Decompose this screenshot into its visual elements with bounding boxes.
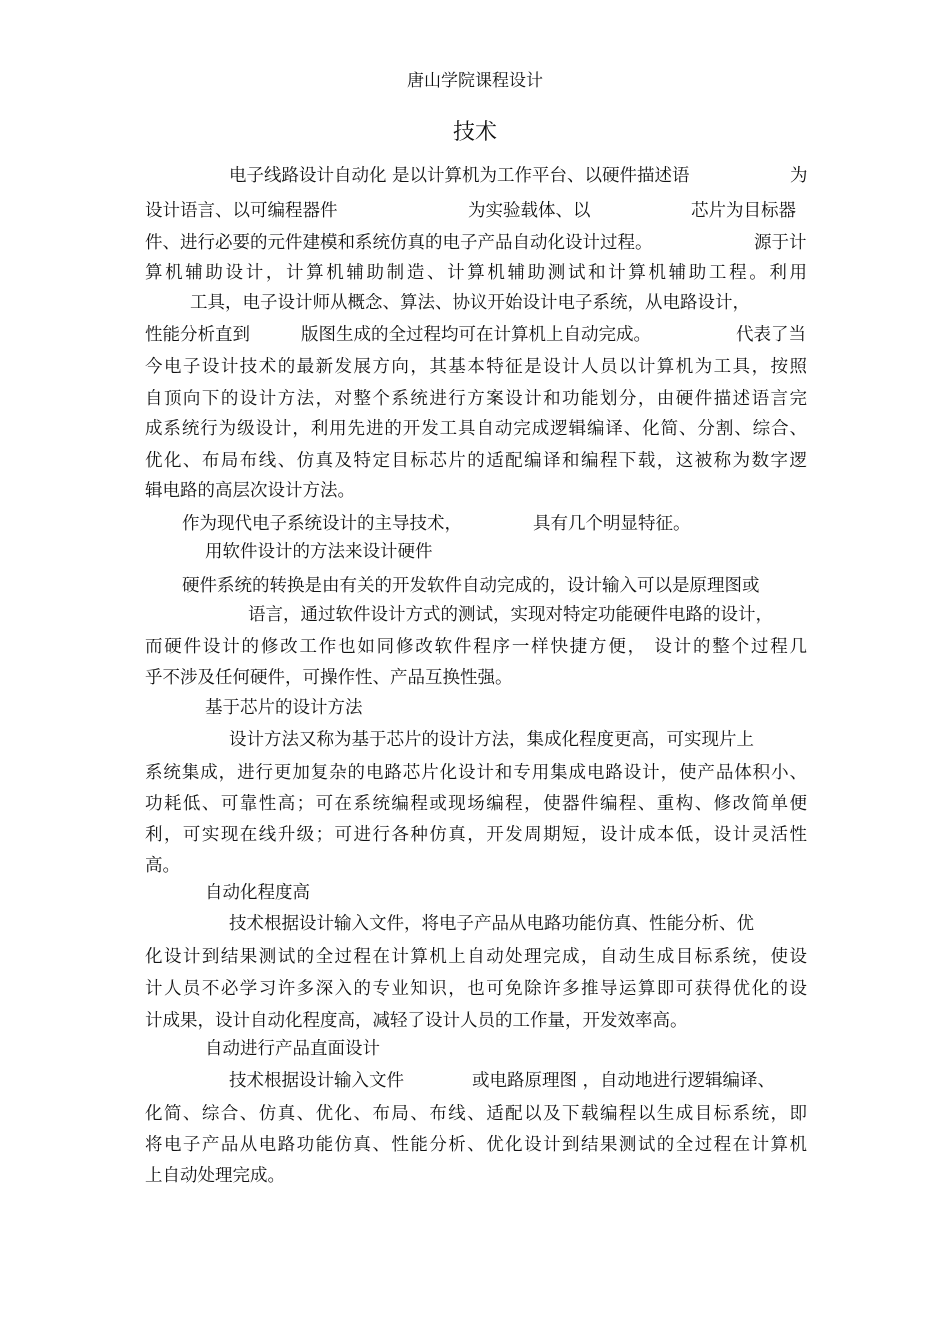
- text-line: 源于计: [754, 233, 807, 253]
- text-line: 具有几个明显特征。: [533, 514, 691, 534]
- text-line: 电子线路设计自动化 是以计算机为工作平台、以硬件描述语: [229, 166, 690, 186]
- text-line: 成系统行为级设计，利用先进的开发工具自动完成逻辑编译、化简、分割、综合、: [145, 419, 807, 439]
- text-line: 将电子产品从电路功能仿真、性能分析、优化设计到结果测试的全过程在计算机: [145, 1135, 807, 1155]
- text-line: 计成果，设计自动化程度高，减轻了设计人员的工作量，开发效率高。: [145, 1011, 688, 1031]
- section-heading: 自动进行产品直面设计: [205, 1039, 380, 1059]
- text-line: 而硬件设计的修改工作也如同修改软件程序一样快捷方便， 设计的整个过程几: [145, 637, 807, 657]
- text-line: 为: [790, 166, 808, 186]
- section-heading: 自动化程度高: [205, 883, 310, 903]
- text-line: 高。: [145, 856, 180, 876]
- text-line: 功耗低、可靠性高；可在系统编程或现场编程，使器件编程、重构、修改简单便: [145, 794, 807, 814]
- text-line: 系统集成，进行更加复杂的电路芯片化设计和专用集成电路设计，使产品体积小、: [145, 763, 807, 783]
- section-heading: 用软件设计的方法来设计硬件: [205, 542, 433, 562]
- text-line: 自顶向下的设计方法，对整个系统进行方案设计和功能划分，由硬件描述语言完: [145, 389, 807, 409]
- text-line: 设计方法又称为基于芯片的设计方法，集成化程度更高，可实现片上: [229, 730, 754, 750]
- page-header: 唐山学院课程设计: [407, 71, 543, 91]
- text-line: 版图生成的全过程均可在计算机上自动完成。: [301, 325, 651, 345]
- text-line: 上自动处理完成。: [145, 1166, 285, 1186]
- page-title: 技术: [452, 120, 497, 145]
- text-line: 代表了当: [736, 325, 806, 345]
- text-line: 芯片为目标器: [691, 201, 796, 221]
- text-line: 技术根据设计输入文件，将电子产品从电路功能仿真、性能分析、优: [229, 914, 754, 934]
- text-line: 件、进行必要的元件建模和系统仿真的电子产品自动化设计过程。: [145, 233, 653, 253]
- text-line: 工具，电子设计师从概念、算法、协议开始设计电子系统，从电路设计，: [190, 293, 750, 313]
- text-line: 技术根据设计输入文件: [229, 1071, 404, 1091]
- text-line: 作为现代电子系统设计的主导技术，: [182, 514, 462, 534]
- text-line: 算机辅助设计，计算机辅助制造、计算机辅助测试和计算机辅助工程。利用: [145, 263, 807, 283]
- text-line: 设计语言、以可编程器件: [145, 201, 338, 221]
- text-line: 利，可实现在线升级；可进行各种仿真，开发周期短，设计成本低，设计灵活性: [145, 825, 807, 845]
- text-line: 化简、综合、仿真、优化、布局、布线、适配以及下载编程以生成目标系统，即: [145, 1104, 807, 1124]
- text-line: 优化、布局布线、仿真及特定目标芯片的适配编译和编程下载，这被称为数字逻: [145, 451, 807, 471]
- text-line: 辑电路的高层次设计方法。: [145, 481, 355, 501]
- text-line: 乎不涉及任何硬件，可操作性、产品互换性强。: [145, 668, 513, 688]
- text-line: 或电路原理图 ，自动地进行逻辑编译、: [472, 1071, 776, 1091]
- text-line: 化设计到结果测试的全过程在计算机上自动处理完成，自动生成目标系统，使设: [145, 947, 807, 967]
- section-heading: 基于芯片的设计方法: [205, 698, 363, 718]
- text-line: 硬件系统的转换是由有关的开发软件自动完成的，设计输入可以是原理图或: [182, 576, 760, 596]
- text-line: 计人员不必学习许多深入的专业知识，也可免除许多推导运算即可获得优化的设: [145, 979, 807, 999]
- text-line: 为实验载体、以: [468, 201, 591, 221]
- text-line: 今电子设计技术的最新发展方向，其基本特征是设计人员以计算机为工具，按照: [145, 357, 807, 377]
- text-line: 性能分析直到: [145, 325, 250, 345]
- text-line: 语言，通过软件设计方式的测试，实现对特定功能硬件电路的设计，: [248, 605, 773, 625]
